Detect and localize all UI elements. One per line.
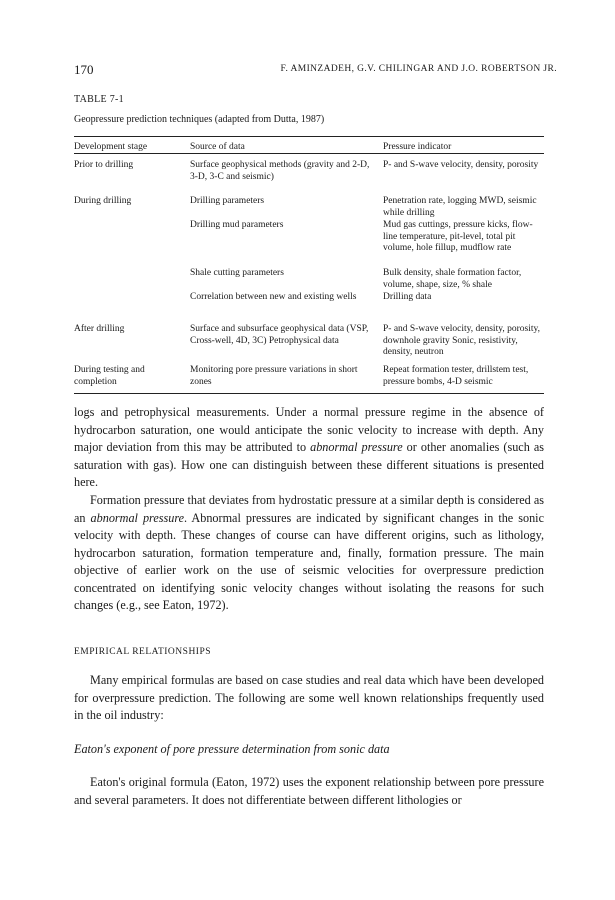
paragraph: Eaton's original formula (Eaton, 1972) uses the exponent relationship between pore pressure and several parameters. It does not differentiate between different lithologies or: [74, 775, 544, 807]
table-cell: Monitoring pore pressure variations in short zones: [190, 365, 358, 387]
table-top-rule: [74, 136, 544, 137]
paragraph-text: Formation pressure that deviates from hydrostatic pressure at a similar depth is considered as an: [74, 493, 544, 525]
table-cell: Prior to drilling: [74, 160, 134, 170]
section-heading: EMPIRICAL RELATIONSHIPS: [74, 647, 212, 657]
table-cell: Drilling data: [383, 292, 432, 302]
table-cell: P- and S-wave velocity, density, porosity: [383, 160, 539, 170]
emphasis-text: abnormal pressure: [310, 440, 403, 454]
table-cell: After drilling: [74, 324, 125, 334]
paragraph-text: logs and petrophysical measurements. Under a normal pressure regime in the absence of hydrocarbon saturation, one would anticipate the sonic velocity to increase with depth. Any major deviation from this may be attributed to: [74, 405, 544, 454]
table-header-rule: [74, 153, 544, 154]
table-cell: Drilling mud parameters: [190, 220, 284, 230]
table-header-source: Source of data: [190, 142, 245, 152]
table-cell: Mud gas cuttings, pressure kicks, flow-line temperature, pit-level, total pit volume, hole fillup, mudflow rate: [383, 220, 533, 254]
subsection-heading: Eaton's exponent of pore pressure determination from sonic data: [74, 742, 390, 756]
table-label: TABLE 7-1: [74, 94, 124, 105]
table-cell: Penetration rate, logging MWD, seismic while drilling: [383, 196, 537, 218]
paragraph-text: or other anomalies (such as saturation with gas). How one can distinguish between these different situations is presented here.: [74, 440, 544, 489]
paragraph: [74, 404, 544, 492]
page-number: 170: [74, 62, 94, 77]
table-bottom-rule: [74, 393, 544, 394]
table-cell: Surface and subsurface geophysical data (VSP, Cross-well, 4D, 3C) Petrophysical data: [190, 324, 369, 346]
table-cell: Bulk density, shale formation factor, volume, shape, size, % shale: [383, 268, 522, 290]
table-cell: Drilling parameters: [190, 196, 265, 206]
table-cell: During testing and completion: [74, 365, 145, 387]
table-header-indicator: Pressure indicator: [383, 142, 452, 152]
table-cell: Shale cutting parameters: [190, 268, 284, 278]
emphasis-text: abnormal pressure: [90, 510, 185, 525]
table-caption: Geopressure prediction techniques (adapted from Dutta, 1987): [74, 114, 325, 125]
table-header-stage: Development stage: [74, 142, 148, 152]
table-cell: P- and S-wave velocity, density, porosity, downhole gravity Sonic, resistivity, density, neutron: [383, 324, 540, 358]
table-cell: Surface geophysical methods (gravity and 2-D, 3-D, 3-C and seismic): [190, 160, 370, 182]
table-cell: Correlation between new and existing wells: [190, 292, 357, 302]
table-cell: During drilling: [74, 196, 132, 206]
table-cell: Repeat formation tester, drillstem test, pressure bombs, 4-D seismic: [383, 365, 529, 387]
paragraph-text: . Abnormal pressures are indicated by significant changes in the sonic velocity with depth. These changes of course can have different origins, such as lithology, hydrocarbon saturation, formation temperature and, finally, formation pressure. The main objective of earlier work on the use of seismic velocities for overpressure prediction concentrated on identifying sonic velocity changes without isolating the reasons for such changes (e.g., see Eaton, 1972).: [74, 510, 544, 612]
paragraph: Many empirical formulas are based on case studies and real data which have been developed for overpressure prediction. The following are some well known relationships frequently used in the oil industry:: [74, 673, 544, 722]
running-head: F. AMINZADEH, G.V. CHILINGAR AND J.O. ROBERTSON JR.: [280, 64, 557, 74]
paragraph: [74, 492, 544, 615]
